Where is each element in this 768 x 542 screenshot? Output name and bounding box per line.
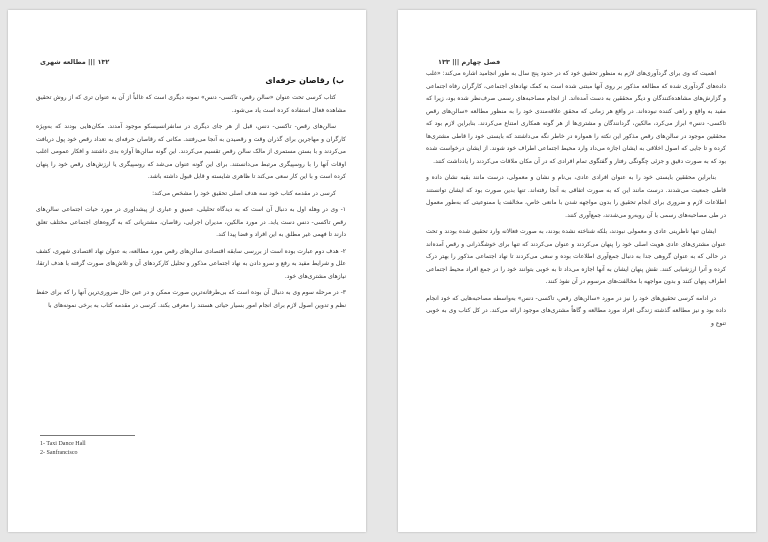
paragraph: کتاب کرسی تحت عنوان «سالن رقص، تاکسی- دنس» نمونه دیگری است که غالباً از آن به عنوان تری که از روش تحقیق مشاهده فعال استفاده کرده است یاد می‌شود. (36, 94, 346, 114)
list-item: ۱- وی در وهله اول به دنبال آن است که به دیدگاه تحلیلی، عمیق و عباری از پیشداوری در مورد حیات اجتماعی سالن‌های رقص تاکسی- دنس دست یابد. در مورد مالکین، مدیران اجرایی، رقاصان، مشتریانی که به گروه‌های اجتماعی مختلف تعلق دارند تا فهمی غیر مطلق به این افراد و فضا پیدا کند. (36, 206, 346, 238)
paragraph: ایشان تنها ناظرینی عادی و معمولی نبودند، بلکه شناخته نشده بودند، به صورت فعالانه وارد تحقیق شده بودند و تحت عنوان مشتری‌های عادی هویت اصلی خود را پنهان می‌کردند و عنوان می‌کردند که تنها برای خوشگذرانی و رقص آمده‌اند در حالی که به عنوان گروهی جدا به دنبال جمع‌آوری اطلاعات بوده و سعی می‌کردند تا نهاد اجتماعی مذکور را بهتر درک کرده و آنرا ارزشیابی کنند. نقش پنهان ایشان به آنها اجازه می‌داد تا به خوبی بتوانند خود را در جمع افراد محیط اجتماعی اطراف پنهان کنند و بدون مواجهه با مخالفت‌های مرسوم در آن نفوذ کنند. (426, 228, 726, 285)
left-page (8, 10, 366, 532)
paragraph: سالن‌های رقص- تاکسی- دنس، قبل از هر جای دیگری در سانفرانسیسکو موجود آمدند. مکان‌هایی بودند که به‌ویژه کارگران و مهاجرین برای گذران وقت و رقصیدن به آنجا می‌رفتند. مکانی که رقاصان حرفه‌ای به تعداد رقص خود پول دریافت می‌کردند و با بستن مستمری از مالک سالن رقص تقسیم می‌کردند. این گونه سالن‌ها آوازه بدی داشتند و افکار عمومی اغلب اوقات آنها را با روسپیگری مرتبط می‌دانستند. برای این گونه عنوان می‌شد که روسپیگری یا ارزش‌های رقص خود را پنهان کرده است و با این کار سعی می‌کند تا ظاهری شایسته و قابل قبول داشته باشد. (36, 123, 346, 180)
footnote: 1- Taxi Dance Hall (40, 441, 86, 447)
body-text (426, 68, 726, 508)
right-page (398, 10, 756, 532)
list-item: ۲- هدف دوم عبارت بوده است از بررسی سابقه اقتصادی سالن‌های رقص مورد مطالعه، به عنوان نهاد اقتصادی شهری، کشف علل و شرایط مفید به رفع و سرو دادن به نهاد اجتماعی مذکور و تحلیل کارکردهای آن و تلاش‌های صورت گرفته با هدف ارتقا، نیازهای مشتری‌های خود. (36, 247, 346, 280)
body-text (36, 92, 346, 422)
section-title: ب) رقاصان حرفه‌ای (265, 76, 344, 85)
running-header: ۱۳۲ ||| مطالعه شهری (40, 58, 110, 66)
footnote-divider (40, 435, 135, 436)
footnote: 2- Sanfrancisco (40, 450, 78, 456)
paragraph: در ادامه کرسی تحقیق‌های خود را نیز در مورد «سالن‌های رقص، تاکسی- دنس» به‌واسطه مصاحبه‌هایی که خود انجام داده بود و نیز مطالعه گذشته زندگی افراد مورد مطالعه و گاهاً مشتری‌های موجود ارائه می‌کند. در کل کتاب وی به خوبی تنوع و (426, 294, 726, 327)
paragraph: اهمیت که وی برای گردآوری‌های لازم به منظور تحقیق خود که در حدود پنج سال به طور انجامید اشاره می‌کند: «غلب داده‌های گردآوری شده که مطالعه مذکور بر روی آنها مبتنی شده است به کمک نهادهای اجتماعی، کارگران رفاه اجتماعی و گزارش‌های مشاهده‌کنندگان و دیگر محققین به دست آمده‌اند. از انجام مصاحبه‌های رسمی صرف‌نظر شده بود، زیرا که مفید به واقع و راهی کننده نبوده‌اند. در واقع هر زمانی که محقق علاقه‌مندی خود را به منظور مطالعه «سالن‌های رقص تاکسی- دنس» ابراز می‌کرد، مالکین، گردانندگان و مشتری‌ها از هر گونه همکاری امتناع می‌کردند. بنابراین لازم بود که محققین موجود در سالن‌های رقص مذکور این نکته را همواره در خاطر نگه می‌داشتند که بایستی خود را قاطی مشتری‌ها کرده و تا جایی که اصول اخلاقی به ایشان اجازه می‌داد وارد محیط اجتماعی اطراف خود شوند. از ایشان درخواست شده بود که به صورت دقیق و جزئی چگونگی رفتار و گفتگوی تمام افرادی که در آن مکان ملاقات می‌کردند را یادداشت کنند. (426, 70, 726, 165)
running-header: فصل چهارم ||| ۱۳۳ (438, 58, 501, 66)
paragraph: بنابراین محققین بایستی خود را به عنوان افرادی عادی، بی‌نام و نشان و معمولی، درست مانند بقیه نشان داده و قاطی جمعیت می‌شدند. درست مانند این که به صورت اتفاقی به آنجا رفته‌اند. تنها بدین صورت بود که ایشان توانستند اطلاعات لازم و ضروری برای انجام تحقیق را بدون مواجهه شدن با مانعی خاص، مخالفت یا ممنوعیتی که به‌طور معمول در طی مصاحبه‌های رسمی با آن روبه‌رو می‌شدند، جمع‌آوری کنند. (426, 174, 726, 219)
footnotes (40, 440, 86, 458)
list-item: ۳- در مرحله سوم وی به دنبال آن بوده است که بی‌طرفانه‌ترین صورت ممکن و در عین حال ضروری‌ترین آنها را که برای حفظ نظم و تدوین اصول لازم برای انجام امور بسیار حیاتی هستند را معرفی بکند. کرسی در مقدمه کتاب به برخی نمونه‌های با (36, 289, 346, 309)
paragraph: کرسی در مقدمه کتاب خود سه هدف اصلی تحقیق خود را مشخص می‌کند: (152, 189, 336, 197)
